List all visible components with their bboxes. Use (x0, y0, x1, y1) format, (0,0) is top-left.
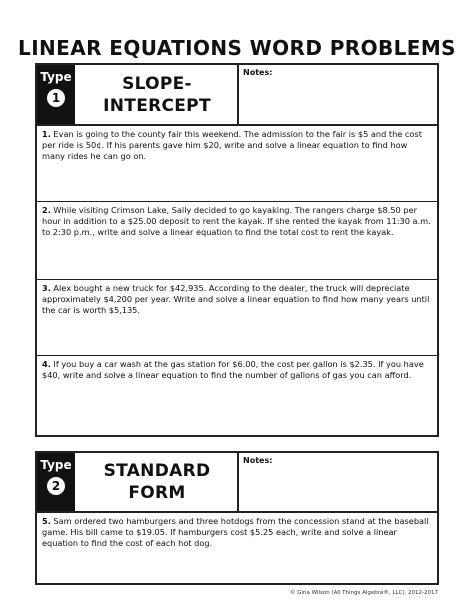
type-badge (37, 65, 75, 124)
problem-number: 1. (42, 129, 51, 139)
problem-1 (37, 126, 437, 202)
problem-3 (37, 280, 437, 356)
type-number-circle: 1 (47, 89, 65, 107)
page-title: LINEAR EQUATIONS WORD PROBLEMS (18, 36, 456, 60)
problem-text: If you buy a car wash at the gas station for $6.00, the cost per gallon is $2.35. If you have $40, write and solve a linear equation to find the number of gallons of gas you can afford. (42, 359, 424, 380)
problem-text: While visiting Crimson Lake, Sally decided to go kayaking. The rangers charge $8.50 per hour in addition to a $25.00 deposit to rent the kayak. If she rented the kayak from 11:30 a.m. to 2:30 p.m., write and solve a linear equation to find the total cost to rent the kayak. (42, 205, 431, 237)
type-name (82, 453, 232, 511)
type-name (82, 65, 232, 124)
problem-4 (37, 356, 437, 436)
notes-box (237, 453, 439, 511)
type-name-line2: FORM (128, 483, 186, 503)
problem-number: 2. (42, 205, 51, 215)
problem-text: Evan is going to the county fair this weekend. The admission to the fair is $5 and the cost per ride is 50¢. If his parents gave him $20, write and solve a linear equation to find how many rides he can go on. (42, 129, 422, 161)
problem-number: 4. (42, 359, 51, 369)
notes-label: Notes: (243, 456, 273, 465)
problem-5 (37, 513, 437, 585)
type-name-line2: INTERCEPT (103, 95, 211, 116)
type-number-circle: 2 (47, 477, 65, 495)
type-name-line1: SLOPE- (122, 73, 192, 94)
type-label: Type (40, 70, 72, 84)
type-badge (37, 453, 75, 511)
copyright-footer: © Gina Wilson (All Things Algebra®, LLC), 2012-2017 (289, 590, 438, 596)
section-header (37, 65, 437, 126)
type-1-section (35, 63, 439, 437)
problem-number: 3. (42, 283, 51, 293)
problem-2 (37, 202, 437, 280)
problem-text: Alex bought a new truck for $42,935. According to the dealer, the truck will depreciate approximately $4,200 per year. Write and solve a linear equation to find how many years until the car is worth $5,135. (42, 283, 430, 315)
type-name-line1: STANDARD (103, 461, 211, 481)
section-header (37, 453, 437, 513)
problem-text: Sam ordered two hamburgers and three hotdogs from the concession stand at the baseball game. His bill came to $19.05. If hamburgers cost $5.25 each, write and solve a linear equation to find the cost of each hot dog. (42, 516, 429, 548)
type-2-section (35, 451, 439, 585)
notes-label: Notes: (243, 68, 273, 77)
notes-box (237, 65, 439, 124)
type-label: Type (40, 458, 72, 472)
problem-number: 5. (42, 516, 51, 526)
